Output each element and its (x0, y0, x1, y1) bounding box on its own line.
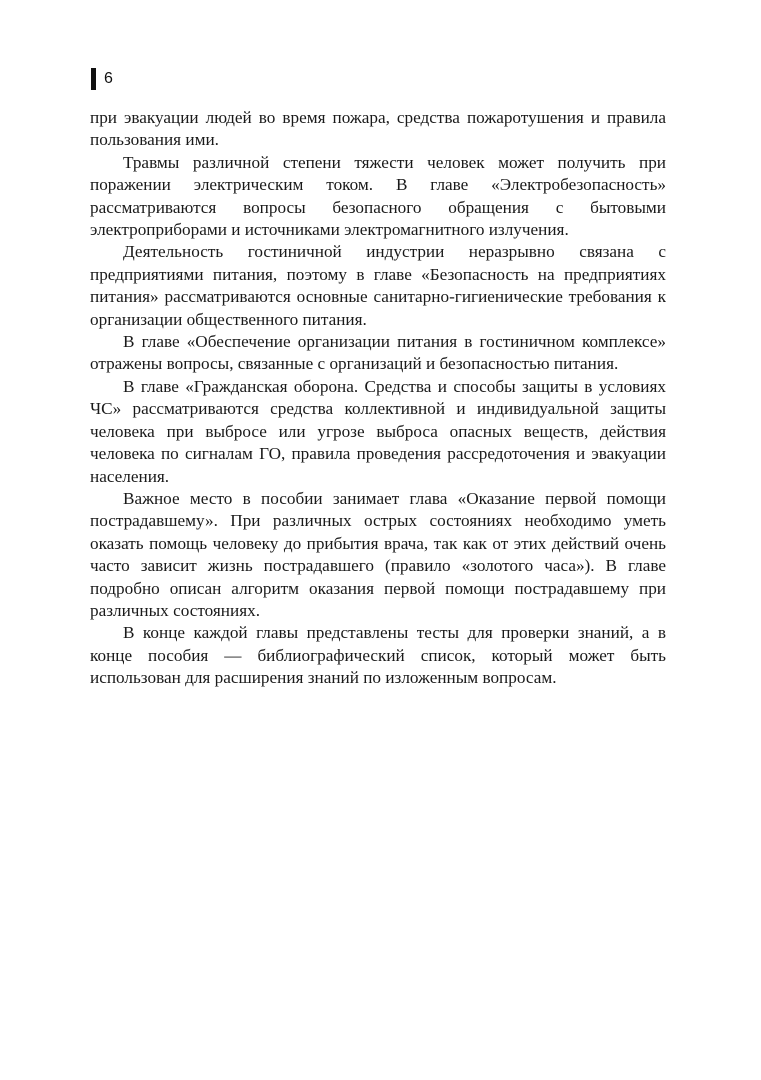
paragraph-electrical-safety: Травмы различной степени тяжести человек может получить при поражении электрическим током. В главе «Электробезопасность» рассматриваются вопросы безопасного обращения с бытовыми электроприборами и источниками электромагнитного излучения. (90, 152, 666, 240)
paragraph-tests-bibliography: В конце каждой главы представлены тесты для проверки знаний, а в конце пособия — библиографический список, который может быть использован для расширения знаний по изложенным вопросам. (90, 623, 666, 688)
paragraph-first-aid: Важное место в пособии занимает глава «Оказание первой помощи пострадавшему». При различных острых состояниях необходимо уметь оказать помощь человеку до прибытия врача, так как от этих действий очень часто зависит жизнь пострадавшего (правило «золотого часа»). В главе подробно описан алгоритм оказания первой помощи пострадавшему при различных состояниях. (90, 488, 666, 620)
paragraph-catering-organization: В главе «Обеспечение организации питания в гостиничном комплексе» отражены вопросы, связанные с организаций и безопасностью питания. (90, 332, 666, 374)
body-text (90, 107, 666, 690)
page-header (91, 68, 113, 90)
paragraph-civil-defense: В главе «Гражданская оборона. Средства и способы защиты в условиях ЧС» рассматриваются средства коллективной и индивидуальной защиты человека при выбросе или угрозе выброса опасных веществ, действия человека по сигналам ГО, правила проведения рассредоточения и эвакуации населения. (90, 376, 666, 486)
page-number: 6 (104, 70, 113, 87)
header-marker-bar (91, 68, 96, 90)
paragraph-continuation: при эвакуации людей во время пожара, средства пожаротушения и правила пользования ими. (90, 108, 666, 150)
paragraph-food-safety: Деятельность гостиничной индустрии неразрывно связана с предприятиями питания, поэтому в главе «Безопасность на предприятиях питания» рассматриваются основные санитарно-гигиенические требования к организации общественного питания. (90, 242, 666, 329)
